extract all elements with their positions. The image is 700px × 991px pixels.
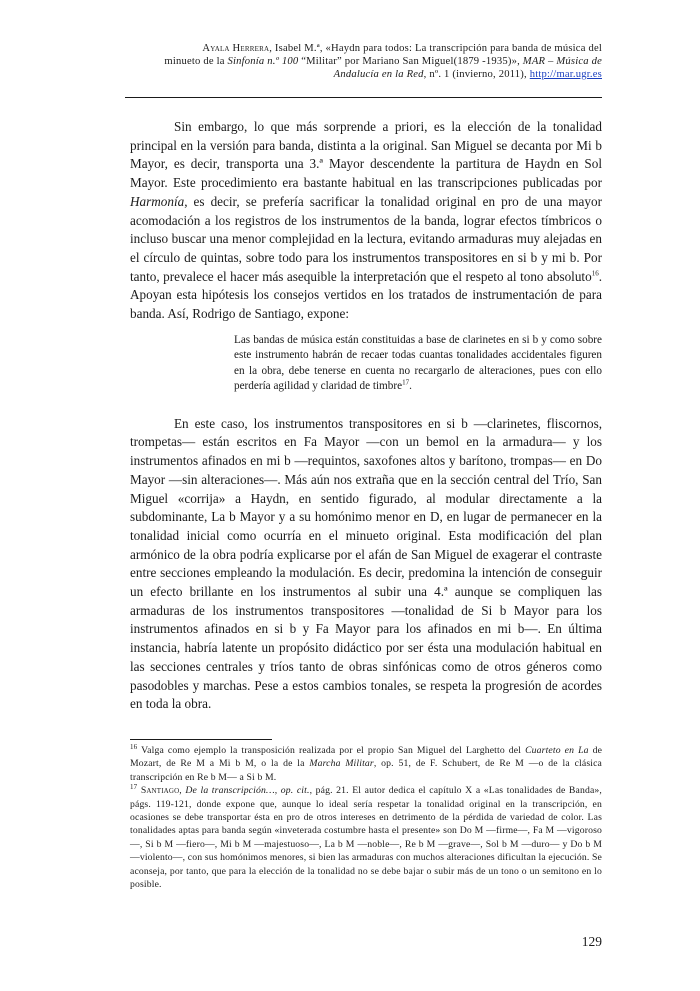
footnote-16-text-c: , op. 51, de F. Schubert, de Re M —o de la clásica transcripción en Re b M— a Si b M. (130, 758, 602, 783)
paragraph-1-text-b: , es decir, se prefería sacrificar la tonalidad original en pro de una mayor acomodación a los registros de los instrumentos de la banda, lograr efectos tímbricos o incluso buscar una menor complejidad en la lectura, evitando armaduras muy alejadas en el círculo de quintas, sobre todo para los instrumentos transpositores en si b y mi b. Por tanto, prevalece el hacer más asequible la interpretación que el respeto al tono absoluto (130, 193, 602, 284)
main-text (130, 118, 602, 714)
footnote-16-work-2: Marcha Militar (309, 758, 374, 770)
running-header (130, 42, 602, 81)
paragraph-2: En este caso, los instrumentos transpositores en si b —clarinetes, fliscornos, trompetas— están escritos en Fa Mayor —con un bemol en la armadura— y los instrumentos afinados en mi b —requintos, saxofones altos y barítono, trompas— en Do Mayor —sin alteraciones—. Más aún nos extraña que en la sección central del Trío, San Miguel «corrija» a Haydn, en sentido figurado, al modular directamente a la subdominante, La b Mayor y a su homónimo menor en D, en lugar de permanecer en la tonalidad inicial como ocurría en el minueto original. Esta modificación del plan armónico de la obra podría explicarse por el afán de San Miguel de exagerar el contraste entre secciones empleando la modulación. Es decir, predomina la intención de conseguir un efecto brillante en los instrumentos al subir una 4.ª aunque se compliquen las armaduras de los instrumentos transpositores —tonalidad de Si b Mayor para los instrumentos afinados en si b y Fa Mayor para los afinados en mi b—. En última instancia, habría latente un propósito didáctico por ser ésta una modulación habitual en las secciones centrales y tríos tanto de obras sinfónicas como de otros géneros como pasodobles y marchas. Pese a estos cambios tonales, se respeta la progresión de acordes en toda la obra. (130, 415, 602, 712)
footnote-17-separator: , (179, 785, 186, 797)
header-citation-line2-start: minueto de la (164, 56, 228, 67)
footnote-16-text-a: Valga como ejemplo la transposición realizada por el propio San Miguel del Larghetto del (137, 745, 526, 756)
header-work-title: Sinfonía n.º 100 (227, 56, 299, 67)
paragraph-1-journal-title: Harmonía (130, 193, 185, 209)
paragraph-1-text-c: . Apoyan esta hipótesis los consejos vertidos en los tratados de instrumentación de para banda. Así, Rodrigo de Santiago, expone: (130, 268, 602, 322)
page-number: 129 (581, 934, 602, 949)
header-divider (125, 97, 602, 98)
footnotes (130, 744, 602, 891)
footnote-17-author: Santiago (137, 785, 180, 797)
header-issue: , nº. 1 (invierno, 2011), (423, 69, 530, 80)
header-author: Ayala Herrera (202, 43, 270, 54)
footnote-17-text: , pág. 21. El autor dedica el capítulo X a «Las tonalidades de Banda», págs. 119-121, donde expone que, aunque lo ideal sería respetar la tonalidad original en la transcripción, en ocasiones se debe transportar ésta en pro de otros intereses en detrimento de la pérdida de variedad de color. Las tonalidades aptas para banda según «inveterada costumbre hasta el presente» son Do M —firme—, Fa M —vigoroso—, Si b M —fiero—, Mi b M —majestuoso—, La b M —noble—, Re b M —grave—, Sol b M —duro— y Do b M —violento—, con sus homónimos menores, si bien las armaduras con muchos alteraciones dificultan la ejecución. Se aconseja, por tanto, que para la elección de la tonalidad no se debe bajar o subir más de un tono o un semitono en lo posible. (130, 785, 602, 891)
footnote-17 (130, 784, 602, 891)
header-citation-line1: , Isabel M.ª, «Haydn para todos: La transcripción para banda de música del (269, 43, 602, 54)
block-quote-text: Las bandas de música están constituidas a base de clarinetes en si b y como sobre este instrumento habrán de recaer todas cuantas tonalidades accidentales figuren en la obra, debe tenerse en cuenta no recargarlo de alteraciones, pues con ello perdería agilidad y claridad de timbre (234, 333, 602, 393)
footnote-ref-17[interactable]: 17 (402, 378, 410, 387)
footnote-ref-16[interactable]: 16 (591, 269, 599, 278)
paragraph-1 (130, 118, 602, 324)
paragraph-1-text-a: Sin embargo, lo que más sorprende a priori, es la elección de la tonalidad principal en la versión para banda, distinta a la original. San Miguel se decanta por Mi b Mayor, es decir, transporta una 3.ª Mayor descendente la partitura de Haydn en Sol Mayor. Este procedimiento era bastante habitual en las transcripciones publicadas por (130, 119, 602, 191)
footnote-divider (130, 739, 272, 740)
header-journal: MAR – Música de (522, 56, 602, 67)
footnote-17-work: De la transcripción…, op. cit. (185, 785, 310, 797)
block-quote-end: . (409, 380, 412, 393)
footnote-16-text-b: de Mozart, de Re M a Mi b M, o la de la (130, 745, 603, 770)
footnote-17-number: 17 (130, 782, 138, 791)
header-citation-line2: “Militar” por Mariano San Miguel(1879 -1935)», (298, 56, 523, 67)
block-quote (234, 333, 602, 395)
header-url-link[interactable]: http://mar.ugr.es (529, 69, 602, 80)
footnote-16-number: 16 (130, 742, 138, 751)
footnote-16 (130, 744, 602, 784)
footnote-16-work-1: Cuarteto en La (525, 745, 589, 756)
header-journal-cont: Andalucía en la Red (333, 69, 424, 80)
